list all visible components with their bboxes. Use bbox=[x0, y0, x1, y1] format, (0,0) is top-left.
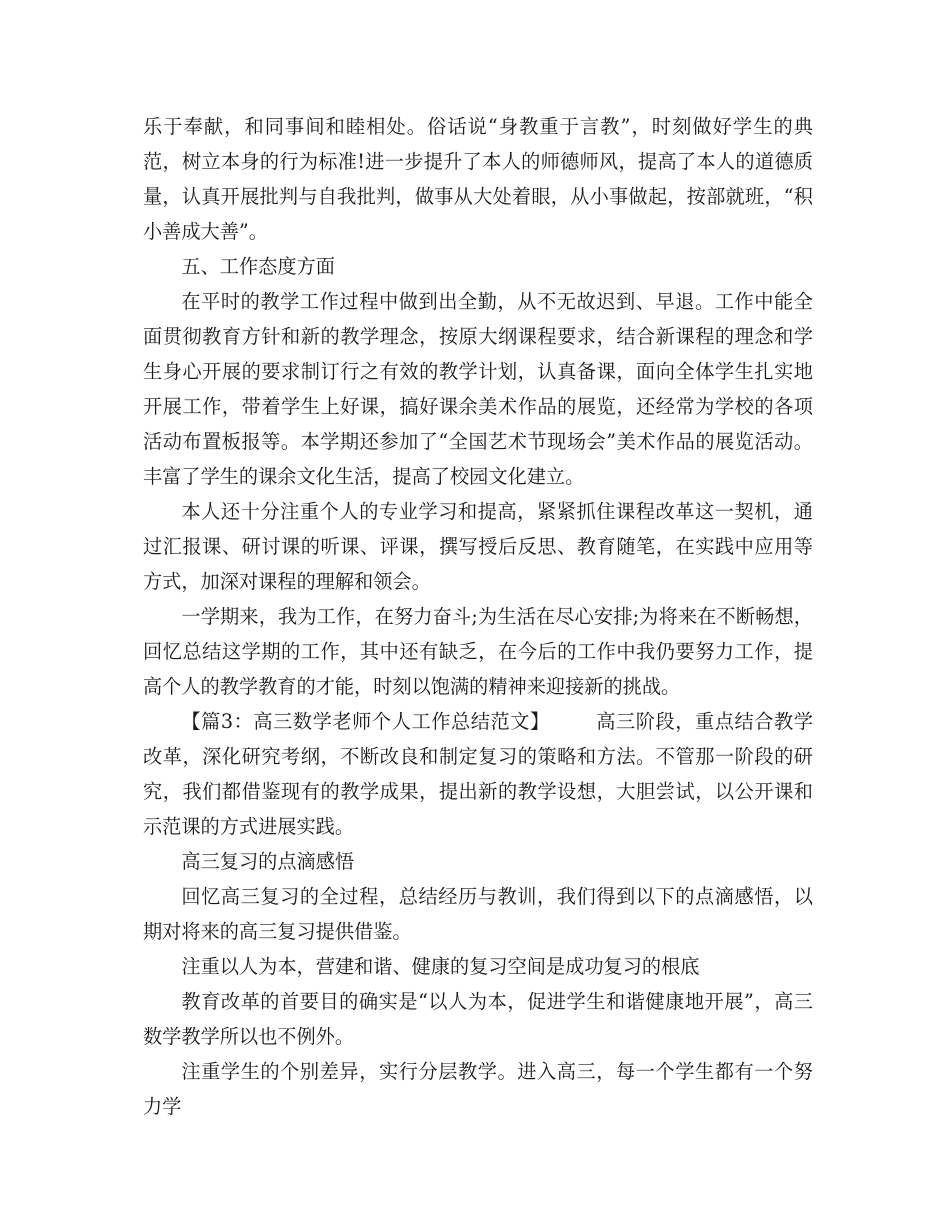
section3-text: 高三阶段，重点结合教学改革，深化研究考纲，不断改良和制定复习的策略和方法。不管那一阶段的研究，我们都借鉴现有的教学成果，提出新的教学设想，大胆尝试，以公开课和示范课的方式进展实践。 bbox=[143, 710, 813, 838]
paragraph-teacher-ethics: 乐于奉献，和同事间和睦相处。俗话说“身教重于言教”，时刻做好学生的典范，树立本身的行为标准!进一步提升了本人的师德师风，提高了本人的道德质量，认真开展批判与自我批判，做事从大处着眼，从小事做起，按部就班，“积小善成大善”。 bbox=[143, 115, 813, 243]
section3-heading: 【篇3：高三数学老师个人工作总结范文】 bbox=[181, 710, 550, 733]
paragraph-individual-differences: 注重学生的个别差异，实行分层教学。进入高三，每一个学生都有一个努力学 bbox=[143, 1060, 813, 1118]
document-body bbox=[143, 109, 813, 1124]
section-heading-work-attitude: 五、工作态度方面 bbox=[181, 255, 335, 278]
paragraph-section3 bbox=[143, 704, 813, 844]
paragraph-semester-summary: 一学期来，我为工作，在努力奋斗;为生活在尽心安排;为将来在不断畅想，回忆总结这学期的工作，其中还有缺乏，在今后的工作中我仍要努力工作，提高个人的教学教育的才能，时刻以饱满的精神来迎接新的挑战。 bbox=[143, 605, 813, 698]
paragraph-review-insights-heading: 高三复习的点滴感悟 bbox=[181, 850, 355, 873]
paragraph-professional-study: 本人还十分注重个人的专业学习和提高，紧紧抓住课程改革这一契机，通过汇报课、研讨课的听课、评课，撰写授后反思、教育随笔，在实践中应用等方式，加深对课程的理解和领会。 bbox=[143, 500, 813, 593]
paragraph-education-reform: 教育改革的首要目的确实是“以人为本，促进学生和谐健康地开展”，高三数学教学所以也不例外。 bbox=[143, 990, 813, 1048]
paragraph-people-oriented: 注重以人为本，营建和谐、健康的复习空间是成功复习的根底 bbox=[181, 955, 700, 978]
paragraph-review-recall: 回忆高三复习的全过程，总结经历与教训，我们得到以下的点滴感悟，以期对将来的高三复习提供借鉴。 bbox=[143, 885, 813, 943]
paragraph-work-attitude: 在平时的教学工作过程中做到出全勤，从不无故迟到、早退。工作中能全面贯彻教育方针和新的教学理念，按原大纲课程要求，结合新课程的理念和学生身心开展的要求制订行之有效的教学计划，认真备课，面向全体学生扎实地开展工作，带着学生上好课，搞好课余美术作品的展览，还经常为学校的各项活动布置板报等。本学期还参加了“全国艺术节现场会”美术作品的展览活动。丰富了学生的课余文化生活，提高了校园文化建立。 bbox=[143, 290, 813, 488]
